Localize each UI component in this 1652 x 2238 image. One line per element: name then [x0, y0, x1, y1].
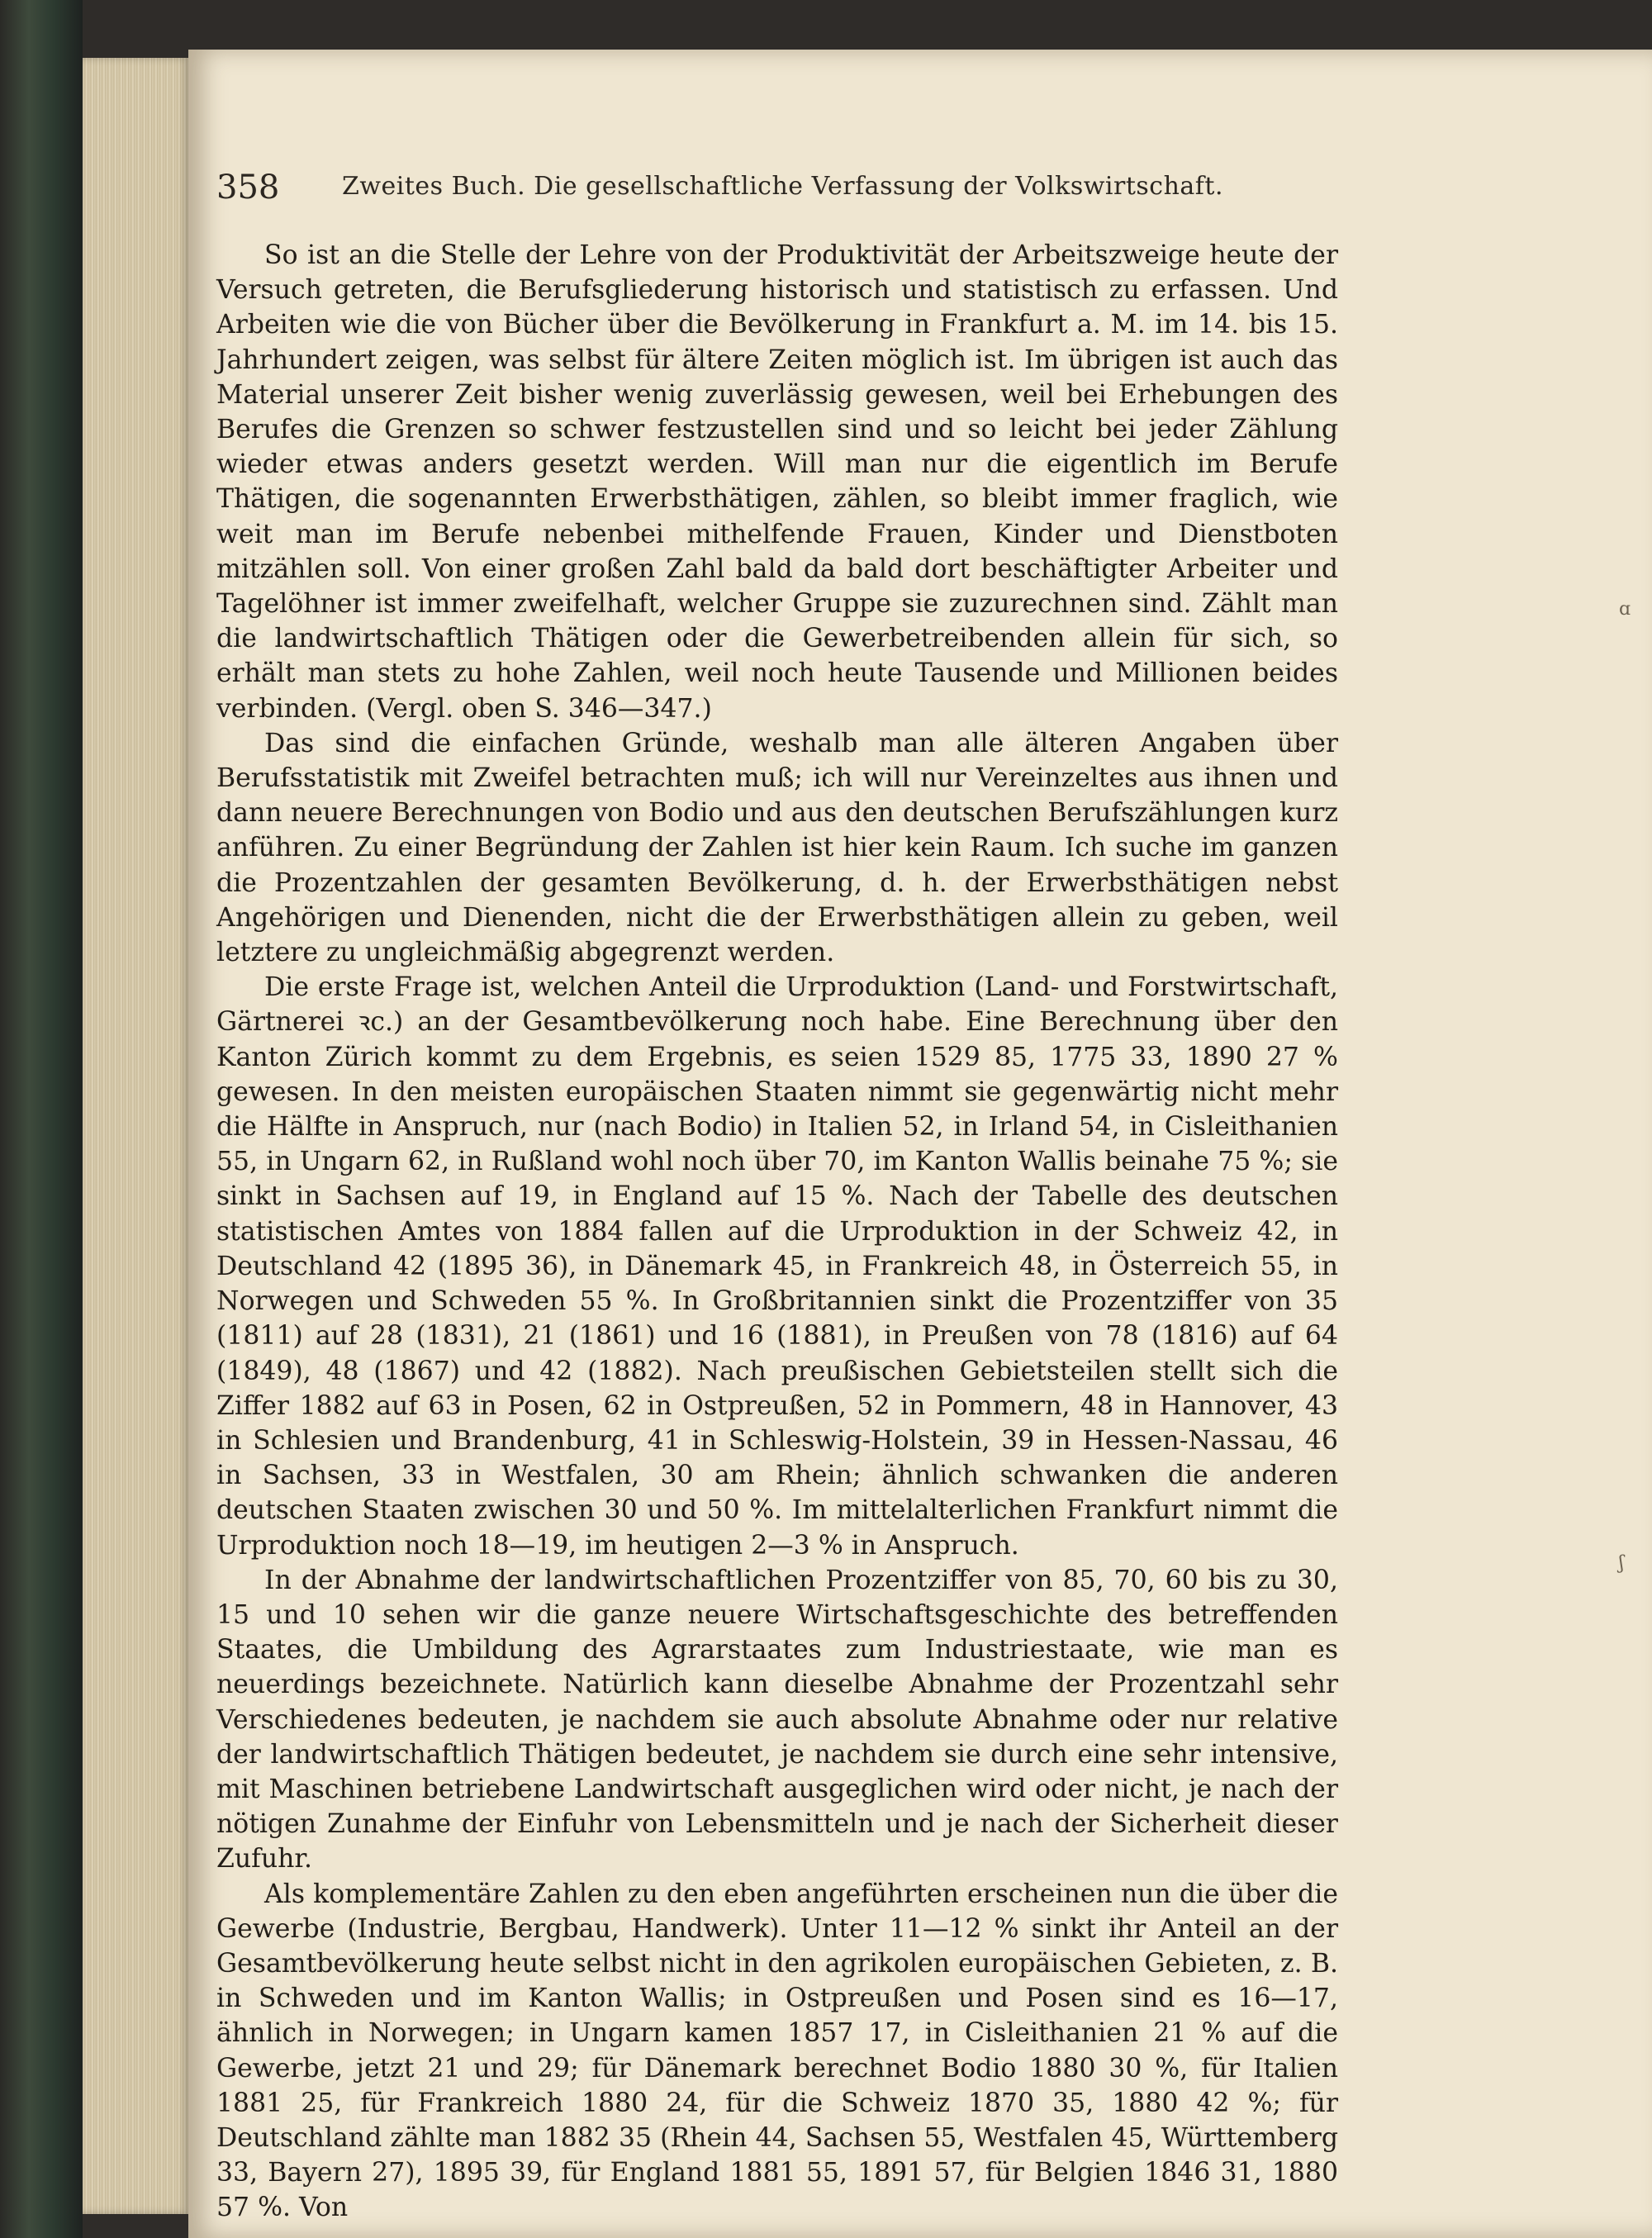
running-head: Zweites Buch. Die gesellschaftliche Verfassung der Volkswirtschaft.: [342, 172, 1223, 201]
margin-mark: ʃ: [1619, 1553, 1624, 1574]
paragraph-4: In der Abnahme der landwirtschaftlichen Prozentziffer von 85, 70, 60 bis zu 30, 15 und 10 sehen wir die ganze neuere Wirtschaftsgeschichte des betreffenden Staates, die Umbildung des Agrarstaates zum Industriestaate, wie man es neuerdings bezeichnete. Natürlich kann dieselbe Abnahme der Prozentzahl sehr Verschiedenes bedeuten, je nachdem sie auch absolute Abnahme oder nur relative der landwirtschaftlich Thätigen bedeutet, je nachdem sie durch eine sehr intensive, mit Maschinen betriebene Landwirtschaft ausgeglichen wird oder nicht, je nach der nötigen Zunahme der Einfuhr von Lebensmitteln und je nach der Sicherheit dieser Zufuhr.: [216, 1565, 1338, 1875]
book-spine: [0, 0, 83, 2238]
paragraph-2: Das sind die einfachen Gründe, weshalb man alle älteren Angaben über Berufsstatistik mit Zweifel betrachten muß; ich will nur Vereinzeltes aus ihnen und dann neuere Berechnungen von Bodio und aus den deutschen Berufszählungen kurz anführen. Zu einer Begründung der Zahlen ist hier kein Raum. Ich suche im ganzen die Prozentzahlen der gesamten Bevölkerung, d. h. der Erwerbsthätigen nebst Angehörigen und Dienenden, nicht die der Erwerbsthätigen allein zu geben, weil letztere zu ungleichmäßig abgegrenzt werden.: [216, 728, 1338, 968]
paragraph-5: Als komplementäre Zahlen zu den eben angeführten erscheinen nun die über die Gewerbe (Industrie, Bergbau, Handwerk). Unter 11—12 % sinkt ihr Anteil an der Gesamtbevölkerung heute selbst nicht in den agrikolen europäischen Gebieten, z. B. in Schweden und im Kanton Wallis; in Ostpreußen und Posen sind es 16—17, ähnlich in Norwegen; in Ungarn kamen 1857 17, in Cisleithanien 21 % auf die Gewerbe, jetzt 21 und 29; für Dänemark berechnet Bodio 1880 30 %, für Italien 1881 25, für Frankreich 1880 24, für die Schweiz 1870 35, 1880 42 %; für Deutschland zählte man 1882 35 (Rhein 44, Sachsen 55, Westfalen 45, Württemberg 33, Bayern 27), 1895 39, für England 1881 55, 1891 57, für Belgien 1846 31, 1880 57 %. Von: [216, 1879, 1338, 2223]
margin-mark: ɑ: [1619, 599, 1631, 620]
paragraph-1: So ist an die Stelle der Lehre von der Produktivität der Arbeitszweige heute der Versuch getreten, die Berufsgliederung historisch und statistisch zu erfassen. Und Arbeiten wie die von Bücher über die Bevölkerung in Frankfurt a. M. im 14. bis 15. Jahrhundert zeigen, was selbst für ältere Zeiten möglich ist. Im übrigen ist auch das Material unserer Zeit bisher wenig zuverlässig gewesen, weil bei Erhebungen des Berufes die Grenzen so schwer festzustellen sind und so leicht bei jeder Zählung wieder etwas anders gesetzt werden. Will man nur die eigentlich im Berufe Thätigen, die sogenannten Erwerbsthätigen, zählen, so bleibt immer fraglich, wie weit man im Berufe nebenbei mithelfende Frauen, Kinder und Dienstboten mitzählen soll. Von einer großen Zahl bald da bald dort beschäftigter Arbeiter und Tagelöhner ist immer zweifelhaft, welcher Gruppe sie zuzurechnen sind. Zählt man die landwirtschaftlich Thätigen oder die Gewerbetreibenden allein für sich, so erhält man stets zu hohe Zahlen, weil noch heute Tausende und Millionen beides verbinden. (Vergl. oben S. 346—347.): [216, 240, 1338, 724]
page-edges: [83, 58, 190, 2214]
body-text: [216, 238, 1338, 2226]
paragraph-3: Die erste Frage ist, welchen Anteil die Urproduktion (Land- und Forstwirtschaft, Gärtnerei ꝛc.) an der Gesamtbevölkerung noch habe. Eine Berechnung über den Kanton Zürich kommt zu dem Ergebnis, es seien 1529 85, 1775 33, 1890 27 % gewesen. In den meisten europäischen Staaten nimmt sie gegenwärtig nicht mehr die Hälfte in Anspruch, nur (nach Bodio) in Italien 52, in Irland 54, in Cisleithanien 55, in Ungarn 62, in Rußland wohl noch über 70, im Kanton Wallis beinahe 75 %; sie sinkt in Sachsen auf 19, in England auf 15 %. Nach der Tabelle des deutschen statistischen Amtes von 1884 fallen auf die Urproduktion in der Schweiz 42, in Deutschland 42 (1895 36), in Dänemark 45, in Frankreich 48, in Österreich 55, in Norwegen und Schweden 55 %. In Großbritannien sinkt die Prozentziffer von 35 (1811) auf 28 (1831), 21 (1861) und 16 (1881), in Preußen von 78 (1816) auf 64 (1849), 48 (1867) und 42 (1882). Nach preußischen Gebietsteilen stellt sich die Ziffer 1882 auf 63 in Posen, 62 in Ostpreußen, 52 in Pommern, 48 in Hannover, 43 in Schlesien und Brandenburg, 41 in Schleswig-Holstein, 39 in Hessen-Nassau, 46 in Sachsen, 33 in Westfalen, 30 am Rhein; ähnlich schwanken die anderen deutschen Staaten zwischen 30 und 50 %. Im mittelalterlichen Frankfurt nimmt die Urproduktion noch 18—19, im heutigen 2—3 % in Anspruch.: [216, 972, 1338, 1561]
page-header: [216, 169, 1338, 218]
page-number: 358: [216, 169, 280, 207]
